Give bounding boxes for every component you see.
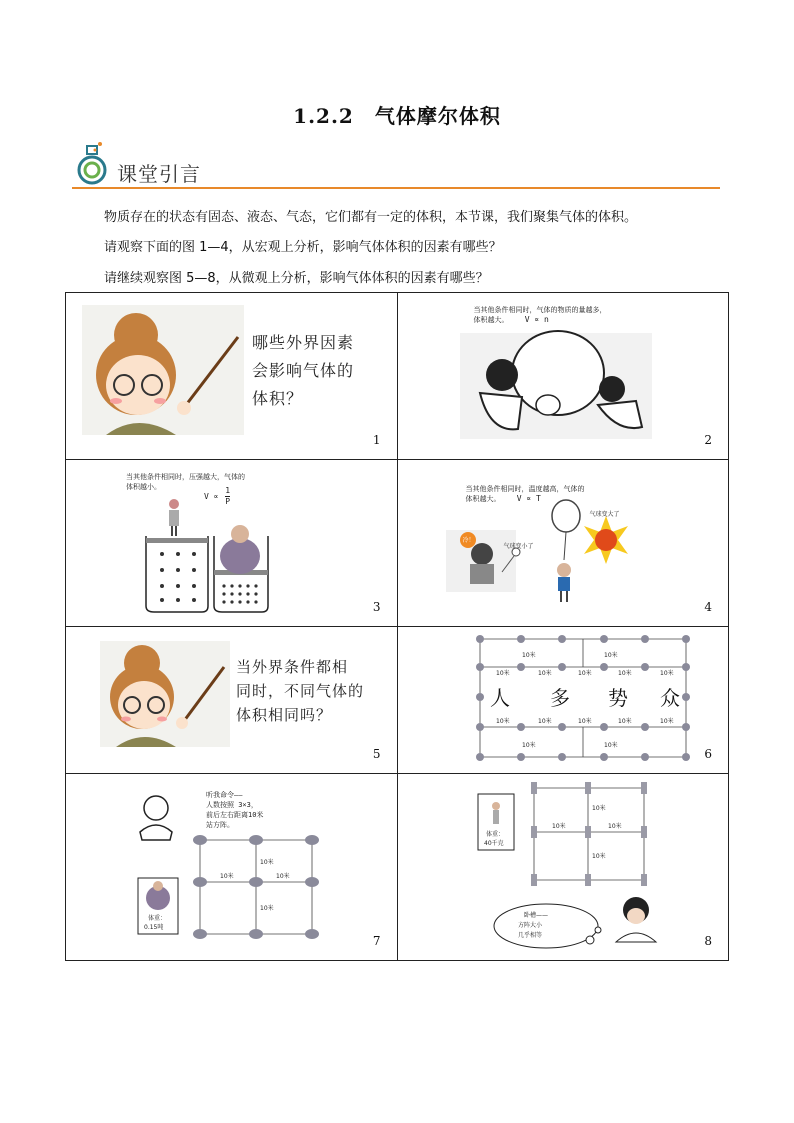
- distance-label: 10米: [577, 670, 592, 677]
- formation-illustration: [66, 774, 394, 961]
- distance-label: 10米: [521, 742, 536, 749]
- section-divider: [72, 187, 720, 189]
- distance-label: 10米: [537, 718, 552, 725]
- intro-paragraph-1: 物质存在的状态有固态、液态、气态，它们都有一定的体积，本节课，我们聚集气体的体积。: [104, 210, 638, 225]
- distance-label: 10米: [659, 670, 674, 677]
- distance-label: 10米: [495, 718, 510, 725]
- distance-label: 10米: [603, 742, 618, 749]
- figure-8: [397, 774, 729, 961]
- section-title: 课堂引言: [117, 162, 201, 186]
- idiom-char-3: 势: [607, 686, 628, 710]
- balloon-illustration: [398, 293, 726, 460]
- figure-7: [66, 774, 398, 961]
- idiom-char-2: 多: [549, 686, 570, 710]
- figure-4: [397, 460, 729, 627]
- distance-label: 10米: [521, 652, 536, 659]
- weight-label: 体重：: [485, 831, 504, 838]
- weight-value: 40千克: [483, 840, 504, 847]
- distance-label: 10米: [260, 905, 274, 912]
- figure-caption: 当其他条件相同时，压强越大，气体的 体积越小。: [126, 473, 245, 491]
- figure-number: 3: [372, 600, 381, 614]
- distance-label: 10米: [220, 873, 234, 880]
- pressure-illustration: [66, 460, 394, 627]
- command-caption: 听我命令—— 人数按照 3×3， 前后左右距离10米 站方阵。: [206, 791, 264, 829]
- distance-label: 10米: [276, 873, 290, 880]
- thought-line-2: 方阵大小: [517, 922, 542, 929]
- distance-label: 10米: [591, 805, 606, 812]
- figure-number: 1: [372, 433, 381, 447]
- figure-5: [66, 627, 398, 774]
- label-balloon-bigger: 气球变大了: [589, 511, 620, 518]
- idiom-char-1: 人: [489, 686, 510, 710]
- figure-1: [66, 293, 398, 460]
- distance-label: 10米: [607, 823, 622, 830]
- distance-label: 10米: [495, 670, 510, 677]
- figure-caption: 当其他条件相同时，温度越高，气体的 体积越大。 V ∝ T: [465, 485, 585, 503]
- figure-number: 4: [704, 600, 712, 614]
- figure-caption: 当其他条件相同时，气体的物质的量越多， 体积越大。 V ∝ n: [473, 306, 607, 324]
- weight-value: 0.15吨: [144, 924, 164, 931]
- idiom-char-4: 众: [659, 686, 680, 710]
- figure-number: 6: [704, 747, 712, 761]
- crowd-grid-illustration: [398, 627, 726, 774]
- distance-label: 10米: [577, 718, 592, 725]
- figure-number: 5: [372, 747, 381, 761]
- figure-number: 2: [704, 433, 712, 447]
- distance-label: 10米: [617, 718, 632, 725]
- question-text: 哪些外界因素 会影响气体的 体积？: [252, 333, 355, 408]
- distance-label: 10米: [603, 652, 618, 659]
- page-title: 1.2.2 气体摩尔体积: [293, 104, 501, 128]
- intro-paragraph-2: 请观察下面的图 1—4，从宏观上分析，影响气体体积的因素有哪些？: [104, 240, 502, 255]
- distance-label: 10米: [537, 670, 552, 677]
- distance-label: 10米: [551, 823, 566, 830]
- distance-label: 10米: [260, 859, 274, 866]
- label-balloon-smaller: 气球变小了: [503, 543, 534, 550]
- figure-2: [397, 293, 729, 460]
- flask-icon: [79, 142, 105, 183]
- thought-line-3: 几乎相等: [517, 932, 542, 939]
- temperature-illustration: [398, 460, 726, 627]
- figure-grid: [65, 292, 729, 960]
- cold-bubble: 冷！: [462, 537, 475, 544]
- distance-label: 10米: [591, 853, 606, 860]
- weight-label: 体重：: [148, 915, 167, 922]
- question-text: 当外界条件都相 同时，不同气体的 体积相同吗？: [236, 658, 365, 724]
- formula: V ∝ $\frac{1}{P}$: [204, 486, 231, 506]
- figure-number: 8: [704, 934, 712, 948]
- intro-paragraph-3: 请继续观察图 5—8，从微观上分析，影响气体体积的因素有哪些？: [104, 271, 489, 286]
- figure-3: [66, 460, 398, 627]
- distance-label: 10米: [617, 670, 632, 677]
- figure-number: 7: [372, 934, 381, 948]
- formation-illustration: [398, 774, 726, 961]
- figure-6: [397, 627, 729, 774]
- distance-label: 10米: [659, 718, 674, 725]
- thought-line-1: 卧槽——: [523, 912, 548, 919]
